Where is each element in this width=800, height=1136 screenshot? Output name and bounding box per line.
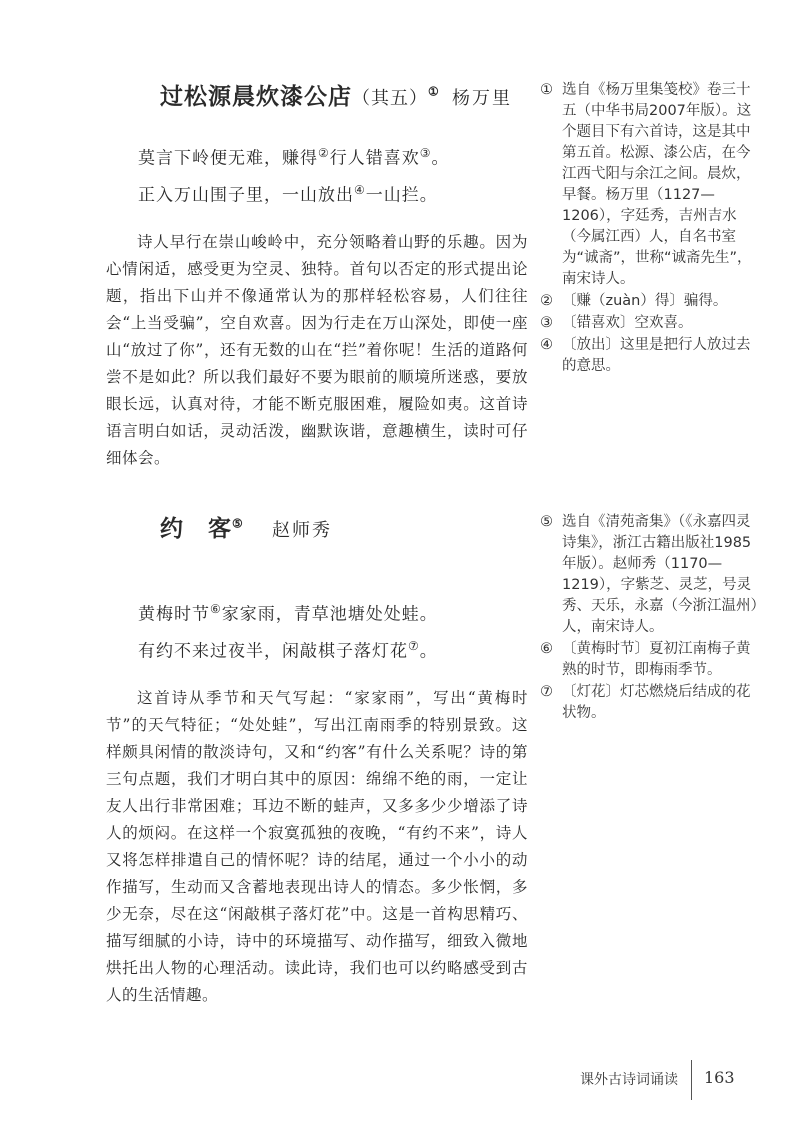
poem1-title-text: 过松源晨炊漆公店: [160, 83, 352, 110]
poem2-commentary-text: 这首诗从季节和天气写起：“家家雨”，写出“黄梅时节”的天气特征；“处处蛙”，写出江南雨季的特别景致。这样颇具闲情的散淡诗句，又和“约客”有什么关系呢？诗的第三句点题，我们才明白其中的原因：绵绵不绝的雨，一定让友人出行非常困难；耳边不断的蛙声，又多多少少增添了诗人的烦闷。在这样一个寂寞孤独的夜晚，“有约不来”，诗人又将怎样排遣自己的情怀呢？诗的结尾，通过一个小小的动作描写，生动而又含蓄地表现出诗人的情态。多少怅惘，多少无奈，尽在这“闲敲棋子落灯花”中。这是一首构思精巧、描写细腻的小诗，诗中的环境描写、动作描写，细致入微地烘托出人物的心理活动。读此诗，我们也可以约略感受到古人的生活情趣。: [106, 689, 528, 1004]
poem1-title-sub: （其五）: [352, 88, 428, 109]
poem1-line-2: 正入万山围子里，一山放出④一山拦。: [138, 182, 438, 206]
poem1-commentary: [106, 229, 528, 472]
poem1-body: [138, 138, 528, 211]
poem1-commentary-text: 诗人早行在崇山峻岭中，充分领略着山野的乐趣。因为心情闲适，感受更为空灵、独特。首句以否定的形式提出论题，指出下山并不像通常认为的那样轻松容易，人们往往会“上当受骗”，空自欢喜。因为行走在万山深处，即使一座山“放过了你”，还有无数的山在“拦”着你呢！生活的道路何尝不是如此？所以我们最好不要为眼前的顺境所迷惑，要放眼长远，认真对待，才能不断克服困难，履险如夷。这首诗语言明白如话，灵动活泼，幽默诙谐，意趣横生，读时可仔细体会。: [106, 233, 528, 467]
footnote-6: ⑥ 〔黄梅时节〕夏初江南梅子黄熟的时节，即梅雨季节。: [540, 641, 751, 678]
poem1-line-1: 莫言下岭便无难，赚得②行人错喜欢③。: [138, 146, 450, 169]
poem1-author: 杨万里: [452, 88, 512, 109]
poem1-notes: [540, 80, 764, 378]
poem2-notes: [540, 512, 764, 725]
footnote-1: ① 选自《杨万里集笺校》卷三十五（中华书局2007年版）。这个题目下有六首诗，这是其中第五首。松源、漆公店，在今江西弋阳与余江之间。晨炊，早餐。杨万里（1127—1206），字廷秀，吉州吉水（今属江西）人，自名书室为“诚斋”，世称“诚斋先生”，南宋诗人。: [540, 82, 752, 287]
page-number: 163: [704, 1068, 735, 1087]
poem2-title: [160, 510, 244, 543]
poem1-title: [160, 78, 440, 111]
poem2-author: 赵师秀: [272, 520, 332, 541]
poem2-commentary: [106, 685, 528, 1009]
poem2-line-2: 有约不来过夜半，闲敲棋子落灯花⑦。: [138, 638, 438, 662]
poem2-title-note-ref: ⑤: [232, 516, 244, 531]
footnote-2: ② 〔赚（zuàn）得〕骗得。: [540, 293, 728, 309]
poem2-body: [138, 594, 528, 667]
footer-divider: [691, 1060, 692, 1100]
poem1-title-note-ref: ①: [428, 84, 440, 99]
footer-section-title: 课外古诗词诵读: [580, 1072, 678, 1088]
footnote-5: ⑤ 选自《清苑斋集》（《永嘉四灵诗集》，浙江古籍出版社1985年版）。赵师秀（1170—1219），字紫芝、灵芝，号灵秀、天乐，永嘉（今浙江温州）人，南宋诗人。: [540, 514, 758, 635]
footnote-3: ③ 〔错喜欢〕空欢喜。: [540, 315, 693, 331]
footnote-7: ⑦ 〔灯花〕灯芯燃烧后结成的花状物。: [540, 684, 751, 721]
poem2-title-text: 约 客: [160, 515, 232, 542]
footnote-4: ④ 〔放出〕这里是把行人放过去的意思。: [540, 337, 751, 374]
poem2-line-1: 黄梅时节⑥家家雨，青草池塘处处蛙。: [138, 602, 438, 625]
